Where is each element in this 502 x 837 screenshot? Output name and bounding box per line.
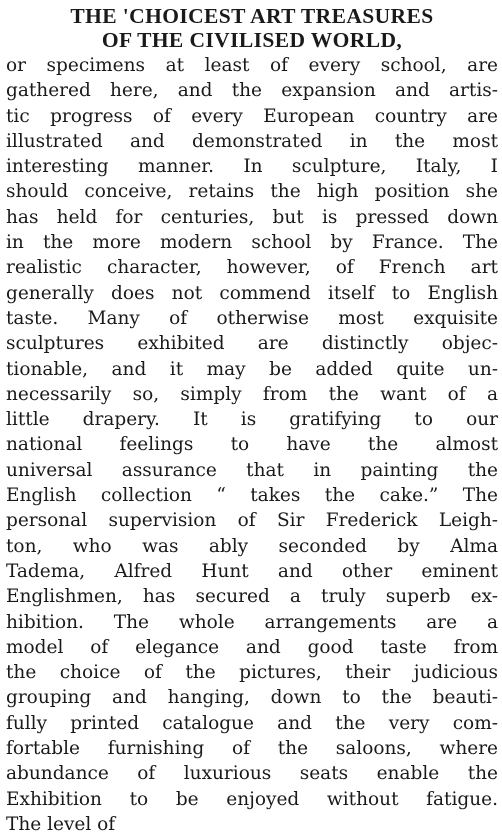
body-line: taste. Many of otherwise most exquisite	[6, 307, 498, 329]
body-line: has held for centuries, but is pressed down	[6, 206, 498, 228]
body-line: abundance of luxurious seats enable the	[6, 763, 498, 785]
body-line: tionable, and it may be added quite un-	[6, 358, 498, 380]
body-line: or specimens at least of every school, are	[6, 55, 498, 76]
body-line: tic progress of every European country are	[6, 105, 498, 127]
body-line: national feelings to have the almost	[6, 434, 498, 456]
body-line: hibition. The whole arrangements are a	[6, 611, 498, 633]
body-line: English collection “ takes the cake.” The	[6, 485, 498, 507]
article-body	[6, 53, 498, 837]
body-line: gathered here, and the expansion and artis-	[6, 80, 498, 102]
headline-line: THE 'CHOICEST ART TREASURES	[70, 4, 434, 28]
body-line: generally does not commend itself to English	[6, 282, 498, 304]
body-line: little drapery. It is gratifying to our	[6, 409, 498, 431]
body-line: universal assurance that in painting the	[6, 459, 498, 481]
body-line: Englishmen, has secured a truly superb ex-	[6, 586, 498, 608]
body-line: ton, who was ably seconded by Alma	[6, 535, 498, 557]
body-line: personal supervision of Sir Frederick Leigh-	[6, 510, 498, 532]
body-line: should conceive, retains the high position she	[6, 181, 498, 203]
body-line: fortable furnishing of the saloons, where	[6, 738, 498, 760]
body-line: interesting manner. In sculpture, Italy, I	[6, 156, 498, 178]
body-line: Tadema, Alfred Hunt and other eminent	[6, 560, 498, 582]
body-line: grouping and hanging, down to the beauti-	[6, 687, 498, 709]
body-line: Exhibition to be enjoyed without fatigue.	[6, 788, 498, 810]
body-line: necessarily so, simply from the want of a	[6, 383, 498, 405]
body-line: sculptures exhibited are distinctly objec-	[6, 333, 498, 355]
article-headline	[6, 4, 498, 52]
body-line: realistic character, however, of French art	[6, 257, 498, 279]
headline-line: OF THE CIVILISED WORLD,	[101, 28, 403, 52]
body-line: The level of	[6, 813, 116, 835]
body-line: in the more modern school by France. The	[6, 232, 498, 254]
body-line: the choice of the pictures, their judicious	[6, 662, 498, 684]
body-line: illustrated and demonstrated in the most	[6, 130, 498, 152]
body-line: fully printed catalogue and the very com-	[6, 712, 498, 734]
body-line: model of elegance and good taste from	[6, 636, 498, 658]
